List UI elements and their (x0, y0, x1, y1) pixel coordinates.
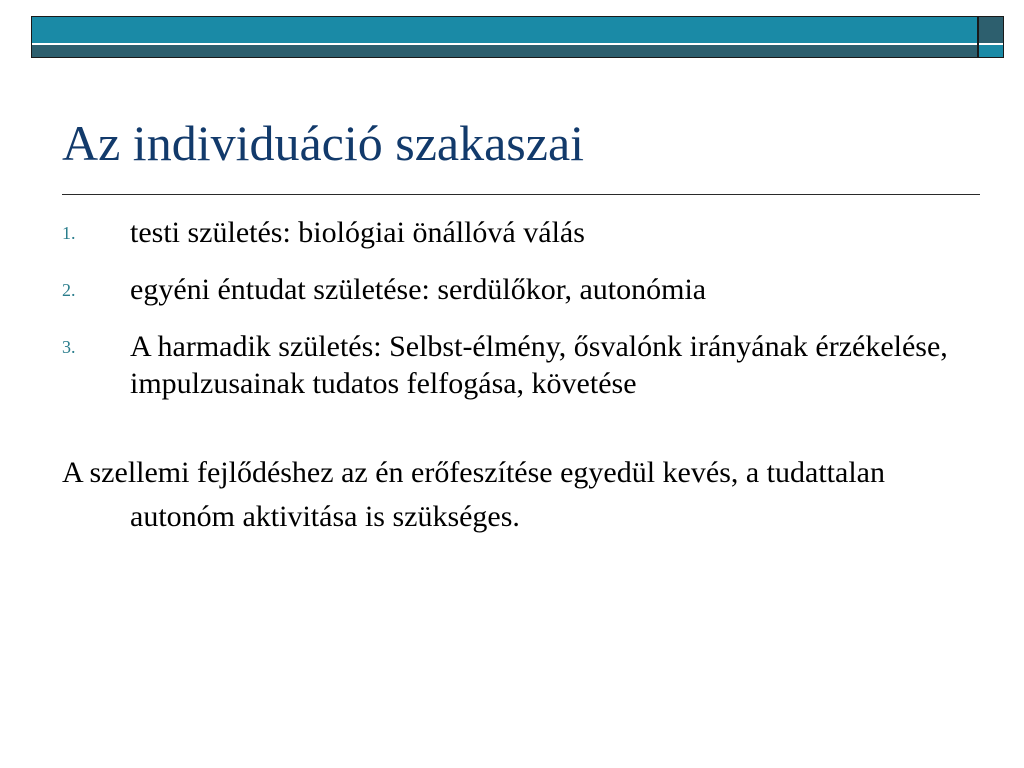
list-item-text: egyéni éntudat születése: serdülőkor, autonómia (130, 273, 707, 306)
list-item (62, 214, 982, 251)
numbered-list (62, 214, 982, 402)
list-item-text: A harmadik születés: Selbst-élmény, ősvalónk irányának érzékelése, impulzusainak tudatos felfogása, követése (130, 330, 948, 400)
list-number: 1. (62, 223, 76, 243)
corner-square-lower (979, 45, 1003, 57)
list-item (62, 328, 982, 402)
list-item (62, 271, 982, 308)
corner-square-upper (979, 17, 1003, 43)
header-corner-square (978, 16, 1004, 58)
list-number: 2. (62, 280, 76, 300)
header-bar-upper-band (32, 17, 977, 43)
slide-body (62, 214, 982, 539)
note-paragraph: A szellemi fejlődéshez az én erőfeszítése egyedül kevés, a tudattalan autonóm aktivitása is szükséges. (62, 456, 885, 533)
header-decor-bar (31, 16, 978, 58)
slide-title: Az individuáció szakaszai (62, 115, 585, 171)
title-underline (62, 194, 980, 195)
header-bar-lower-band (32, 45, 977, 57)
list-item-text: testi születés: biológiai önállóvá válás (130, 216, 585, 249)
list-number: 3. (62, 337, 76, 357)
